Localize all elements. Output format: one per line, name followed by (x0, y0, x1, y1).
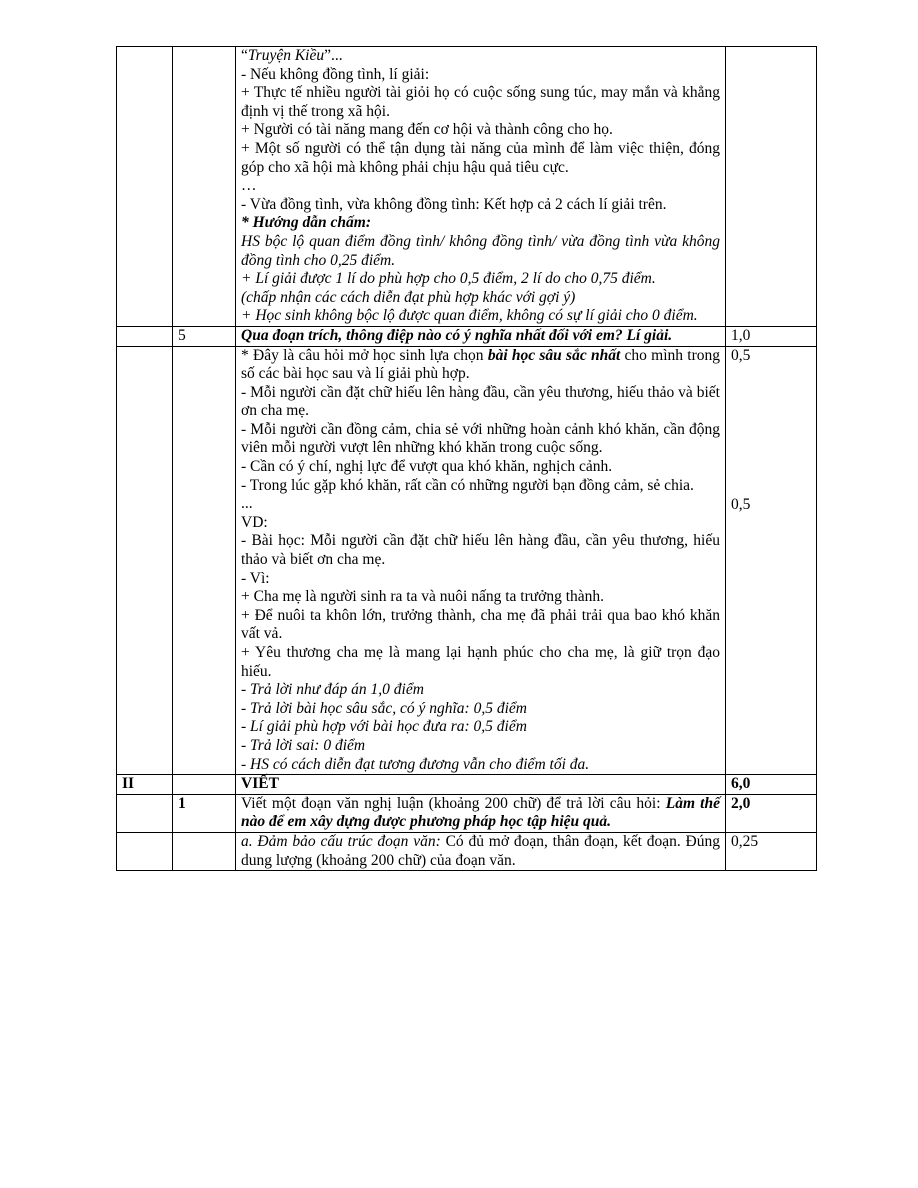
criterion-a: a. Đảm bảo cấu trúc đoạn văn: Có đủ mở đoạn, thân đoạn, kết đoạn. Đúng dung lượng (khoảng 200 chữ) của đoạn văn. (236, 832, 726, 870)
answer-line: - Trả lời như đáp án 1,0 điểm (241, 681, 424, 699)
answer-line: - Vừa đồng tình, vừa không đồng tình: Kết hợp cả 2 cách lí giải trên. (241, 195, 667, 213)
q5-intro: * Đây là câu hỏi mở học sinh lựa chọn bài học sâu sắc nhất cho mình trong số các bài học sau và lí giải phù hợp. (241, 346, 721, 383)
answer-line: - Bài học: Mỗi người cần đặt chữ hiếu lên hàng đầu, cần yêu thương, hiếu thảo và biết ơn cha mẹ. (241, 532, 720, 569)
q5-question-text: Qua đoạn trích, thông điệp nào có ý nghĩa nhất đối với em? Lí giải. (241, 326, 673, 344)
q5-question (236, 326, 726, 346)
answer-line: - Trả lời bài học sâu sắc, có ý nghĩa: 0,5 điểm (241, 699, 527, 717)
answer-line: - Mỗi người cần đồng cảm, chia sẻ với những hoàn cảnh khó khăn, cần động viên mỗi người vượt lên những khó khăn trong cuộc sống. (241, 420, 720, 457)
row-q5-answer (117, 346, 817, 775)
answer-line: - HS có cách diễn đạt tương đương vẫn cho điểm tối đa. (241, 755, 590, 773)
section-score: 6,0 (726, 775, 817, 795)
row-q5-question (117, 326, 817, 346)
writing-prompt: Viết một đoạn văn nghị luận (khoảng 200 chữ) để trả lời câu hỏi: Làm thế nào để em xây dựng được phương pháp học tập hiệu quả. (236, 794, 726, 832)
writing-item-score: 2,0 (726, 794, 817, 832)
question-number: 5 (173, 326, 236, 346)
q5-score-b: 0,5 (731, 495, 751, 513)
answer-line: - Lí giải phù hợp với bài học đưa ra: 0,5 điểm (241, 718, 527, 736)
answer-line: - Trong lúc gặp khó khăn, rất cần có những người bạn đồng cảm, sẻ chia. (241, 476, 694, 494)
answer-line: * Hướng dẫn chấm: (241, 214, 371, 232)
answer-line: + Thực tế nhiều người tài giỏi họ có cuộc sống sung túc, may mắn và khẳng định vị thế trong xã hội. (241, 84, 720, 120)
section-roman: II (117, 775, 173, 795)
cell-section (117, 47, 173, 327)
answer-line: + Học sinh không bộc lộ được quan điểm, không có sự lí giải cho 0 điểm. (241, 307, 698, 325)
criterion-a-score: 0,25 (726, 832, 817, 870)
answer-line: HS bộc lộ quan điểm đồng tình/ không đồng tình/ vừa đồng tình vừa không đồng tình cho 0,25 điểm. (241, 232, 720, 269)
answer-line: VD: (241, 513, 268, 531)
answer-line: - Cần có ý chí, nghị lực để vượt qua khó khăn, nghịch cảnh. (241, 458, 613, 476)
q5-score-a: 0,5 (731, 346, 751, 364)
cell-section (117, 346, 173, 775)
q5-score-breakdown (726, 346, 817, 775)
answer-line: + Yêu thương cha mẹ là mang lại hạnh phúc cho cha mẹ, là giữ trọn đạo hiếu. (241, 644, 720, 680)
row-section-ii (117, 775, 817, 795)
cell-section (117, 794, 173, 832)
answer-line: + Một số người có thể tận dụng tài năng của mình để làm việc thiện, đóng góp cho xã hội mà không phải chịu hậu quả tiêu cực. (241, 139, 720, 176)
cell-number (173, 47, 236, 327)
answer-line: … (241, 177, 257, 195)
cell-score (726, 47, 817, 327)
answer-line: - Mỗi người cần đặt chữ hiếu lên hàng đầu, cần yêu thương, hiếu thảo và biết ơn cha mẹ. (241, 383, 720, 420)
answer-line: - Trả lời sai: 0 điểm (241, 736, 366, 754)
answer-line: + Lí giải được 1 lí do phù hợp cho 0,5 điểm, 2 lí do cho 0,75 điểm. (241, 270, 656, 288)
section-title: VIẾT (236, 775, 726, 795)
row-writing-item-1 (117, 794, 817, 832)
answer-line: + Người có tài năng mang đến cơ hội và thành công cho họ. (241, 121, 613, 139)
item-number: 1 (173, 794, 236, 832)
answer-line: (chấp nhận các cách diễn đạt phù hợp khác với gợi ý) (241, 288, 576, 306)
row-criterion-a (117, 832, 817, 870)
answer-line: ... (241, 495, 253, 513)
cell-number (173, 832, 236, 870)
answer-line: - Nếu không đồng tình, lí giải: (241, 65, 430, 83)
cell-section (117, 326, 173, 346)
answer-line: - Vì: (241, 569, 270, 587)
q5-score: 1,0 (726, 326, 817, 346)
answer-line: + Để nuôi ta khôn lớn, trưởng thành, cha mẹ đã phải trải qua bao khó khăn vất vả. (241, 606, 720, 643)
cell-section (117, 832, 173, 870)
q4-answer-content (236, 47, 726, 327)
row-q4-continued (117, 47, 817, 327)
answer-line: + Cha mẹ là người sinh ra ta và nuôi nấng ta trưởng thành. (241, 588, 605, 606)
q5-answer-content (236, 346, 726, 775)
cell-number (173, 346, 236, 775)
grading-table (116, 46, 817, 871)
cell-number (173, 775, 236, 795)
answer-line: “Truyện Kiều”... (241, 47, 343, 64)
